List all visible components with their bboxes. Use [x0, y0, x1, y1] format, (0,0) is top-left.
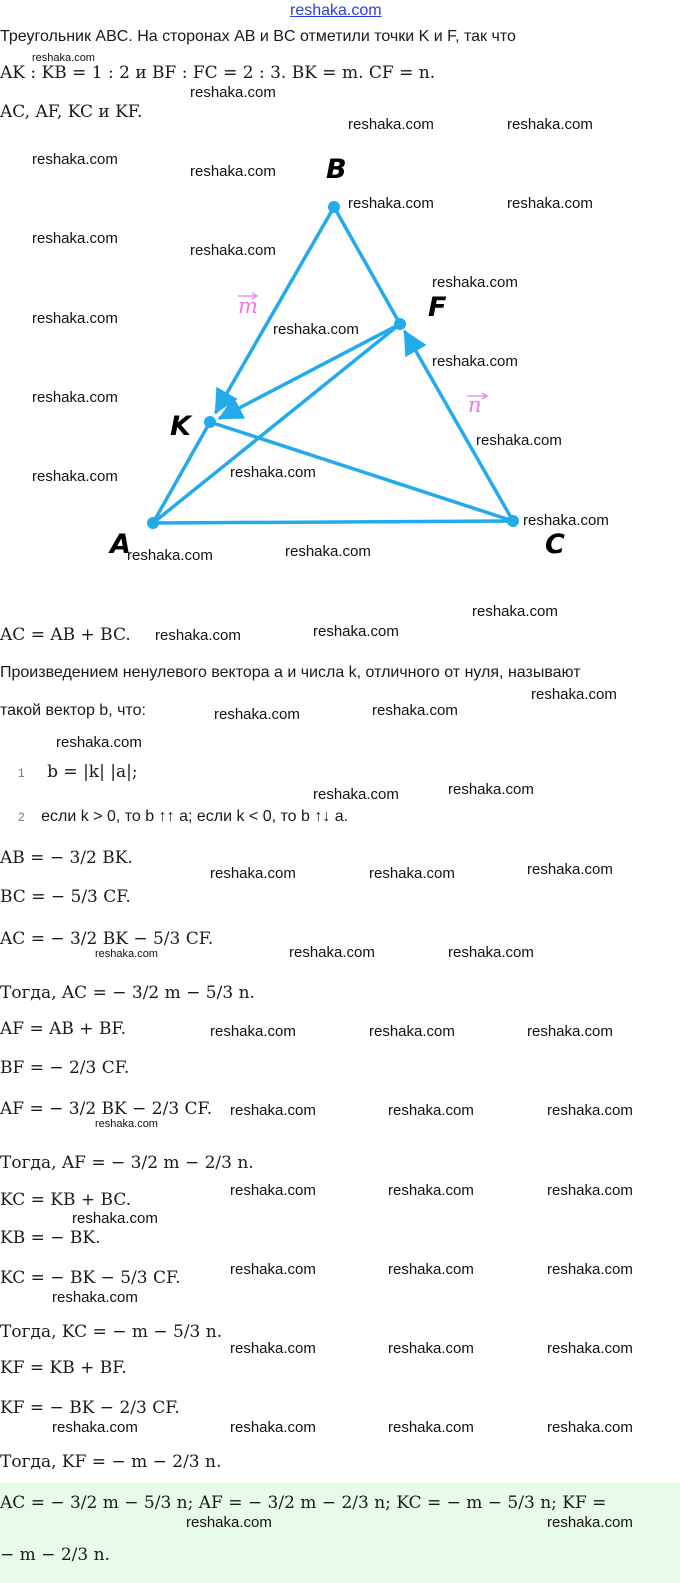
- label-c: C: [545, 529, 565, 560]
- side-bf: [334, 207, 400, 324]
- side-ac: [153, 521, 513, 523]
- label-a: A: [110, 529, 131, 560]
- watermark: reshaka.com: [547, 1182, 633, 1199]
- reshaka-link[interactable]: reshaka.com: [290, 2, 382, 19]
- item-text: b = |k| |a|;: [47, 762, 138, 782]
- item-text: если k > 0, то b ↑↑ a; если k < 0, то b ↑↓ a.: [41, 808, 349, 825]
- label-vector-m: m: [238, 294, 258, 318]
- problem-line-1: Треугольник ABC. На сторонах AB и BC отметили точки K и F, так что: [0, 28, 516, 45]
- label-f: F: [428, 292, 447, 323]
- watermark: reshaka.com: [547, 1340, 633, 1357]
- watermark: reshaka.com: [230, 1340, 316, 1357]
- watermark: reshaka.com: [127, 547, 213, 564]
- problem-line-2: AK : KB = 1 : 2 и BF : FC = 2 : 3. BK = m. CF = n.: [0, 63, 436, 83]
- watermark: reshaka.com: [32, 151, 118, 168]
- label-b: B: [326, 154, 347, 185]
- label-k: K: [170, 411, 191, 442]
- watermark: reshaka.com: [348, 116, 434, 133]
- solution-line: BF = − 2/3 CF.: [0, 1058, 130, 1078]
- watermark: reshaka.com: [72, 1210, 158, 1227]
- watermark: reshaka.com: [32, 310, 118, 327]
- watermark: reshaka.com: [230, 464, 316, 481]
- watermark: reshaka.com: [527, 1023, 613, 1040]
- watermark: reshaka.com: [547, 1419, 633, 1436]
- watermark: reshaka.com: [531, 686, 617, 703]
- watermark: reshaka.com: [285, 543, 371, 560]
- watermark: reshaka.com: [476, 432, 562, 449]
- solution-line: KB = − BK.: [0, 1228, 101, 1248]
- watermark: reshaka.com: [190, 84, 276, 101]
- watermark: reshaka.com: [214, 706, 300, 723]
- watermark: reshaka.com: [432, 274, 518, 291]
- watermark: reshaka.com: [527, 861, 613, 878]
- solution-line: KC = − BK − 5/3 CF.: [0, 1268, 181, 1288]
- watermark: reshaka.com: [273, 321, 359, 338]
- watermark: reshaka.com: [190, 163, 276, 180]
- vector-bk: [216, 207, 334, 412]
- watermark: reshaka.com: [289, 944, 375, 961]
- solution-line: AF = AB + BF.: [0, 1019, 126, 1039]
- answer-line-1: AC = − 3/2 m − 5/3 n; AF = − 3/2 m − 2/3 n; KC = − m − 5/3 n; KF =: [0, 1493, 607, 1513]
- problem-line-3: AC, AF, KC и KF.: [0, 102, 143, 122]
- watermark: reshaka.com: [448, 781, 534, 798]
- watermark: reshaka.com: [547, 1261, 633, 1278]
- watermark: reshaka.com: [388, 1340, 474, 1357]
- watermark: reshaka.com: [230, 1419, 316, 1436]
- solution-line: Тогда, KC = − m − 5/3 n.: [0, 1322, 223, 1342]
- label-vector-n: n: [468, 393, 482, 417]
- watermark: reshaka.com: [547, 1102, 633, 1119]
- definition-line-2: такой вектор b, что:: [0, 702, 146, 719]
- watermark: reshaka.com: [56, 734, 142, 751]
- watermark: reshaka.com: [32, 389, 118, 406]
- solution-line: BC = − 5/3 CF.: [0, 887, 131, 907]
- watermark: reshaka.com: [230, 1102, 316, 1119]
- solution-line: Тогда, AF = − 3/2 m − 2/3 n.: [0, 1153, 254, 1173]
- watermark: reshaka.com: [372, 702, 458, 719]
- watermark: reshaka.com: [210, 865, 296, 882]
- solution-line: AC = − 3/2 BK − 5/3 CF.: [0, 929, 214, 949]
- watermark: reshaka.com: [369, 1023, 455, 1040]
- watermark: reshaka.com: [230, 1261, 316, 1278]
- watermark: reshaka.com: [388, 1419, 474, 1436]
- watermark: reshaka.com: [313, 623, 399, 640]
- watermark: reshaka.com: [388, 1261, 474, 1278]
- list-item: [18, 762, 138, 782]
- point-b: [328, 201, 340, 213]
- item-number: 1: [18, 766, 25, 780]
- watermark: reshaka.com: [388, 1182, 474, 1199]
- watermark: reshaka.com: [507, 195, 593, 212]
- watermark: reshaka.com: [348, 195, 434, 212]
- watermark: reshaka.com: [95, 948, 158, 960]
- watermark: reshaka.com: [32, 468, 118, 485]
- point-f: [394, 318, 406, 330]
- watermark: reshaka.com: [52, 1289, 138, 1306]
- solution-line: KC = KB + BC.: [0, 1190, 132, 1210]
- solution-line: Тогда, KF = − m − 2/3 n.: [0, 1452, 222, 1472]
- solution-line: KF = KB + BF.: [0, 1358, 127, 1378]
- watermark: reshaka.com: [230, 1182, 316, 1199]
- definition-line-1: Произведением ненулевого вектора a и числа k, отличного от нуля, называют: [0, 664, 581, 681]
- watermark: reshaka.com: [190, 242, 276, 259]
- watermark: reshaka.com: [547, 1514, 633, 1531]
- watermark: reshaka.com: [210, 1023, 296, 1040]
- watermark: reshaka.com: [32, 52, 95, 64]
- watermark: reshaka.com: [523, 512, 609, 529]
- point-a: [147, 517, 159, 529]
- watermark: reshaka.com: [507, 116, 593, 133]
- watermark: reshaka.com: [448, 944, 534, 961]
- item-number: 2: [18, 810, 25, 824]
- watermark: reshaka.com: [155, 627, 241, 644]
- solution-line: AB = − 3/2 BK.: [0, 848, 133, 868]
- solution-line: AF = − 3/2 BK − 2/3 CF.: [0, 1099, 213, 1119]
- watermark: reshaka.com: [472, 603, 558, 620]
- watermark: reshaka.com: [52, 1419, 138, 1436]
- point-c: [507, 515, 519, 527]
- point-k: [204, 416, 216, 428]
- watermark: reshaka.com: [369, 865, 455, 882]
- solution-line: KF = − BK − 2/3 CF.: [0, 1398, 180, 1418]
- watermark: reshaka.com: [388, 1102, 474, 1119]
- watermark: reshaka.com: [313, 786, 399, 803]
- watermark: reshaka.com: [32, 230, 118, 247]
- watermark: reshaka.com: [186, 1514, 272, 1531]
- list-item: [18, 808, 348, 826]
- solution-line: Тогда, AC = − 3/2 m − 5/3 n.: [0, 983, 255, 1003]
- watermark: reshaka.com: [432, 353, 518, 370]
- answer-line-2: − m − 2/3 n.: [0, 1545, 110, 1565]
- segment-fk: [220, 324, 400, 418]
- eq-ac-sum: AC = AB + BC.: [0, 625, 131, 645]
- watermark: reshaka.com: [95, 1118, 158, 1130]
